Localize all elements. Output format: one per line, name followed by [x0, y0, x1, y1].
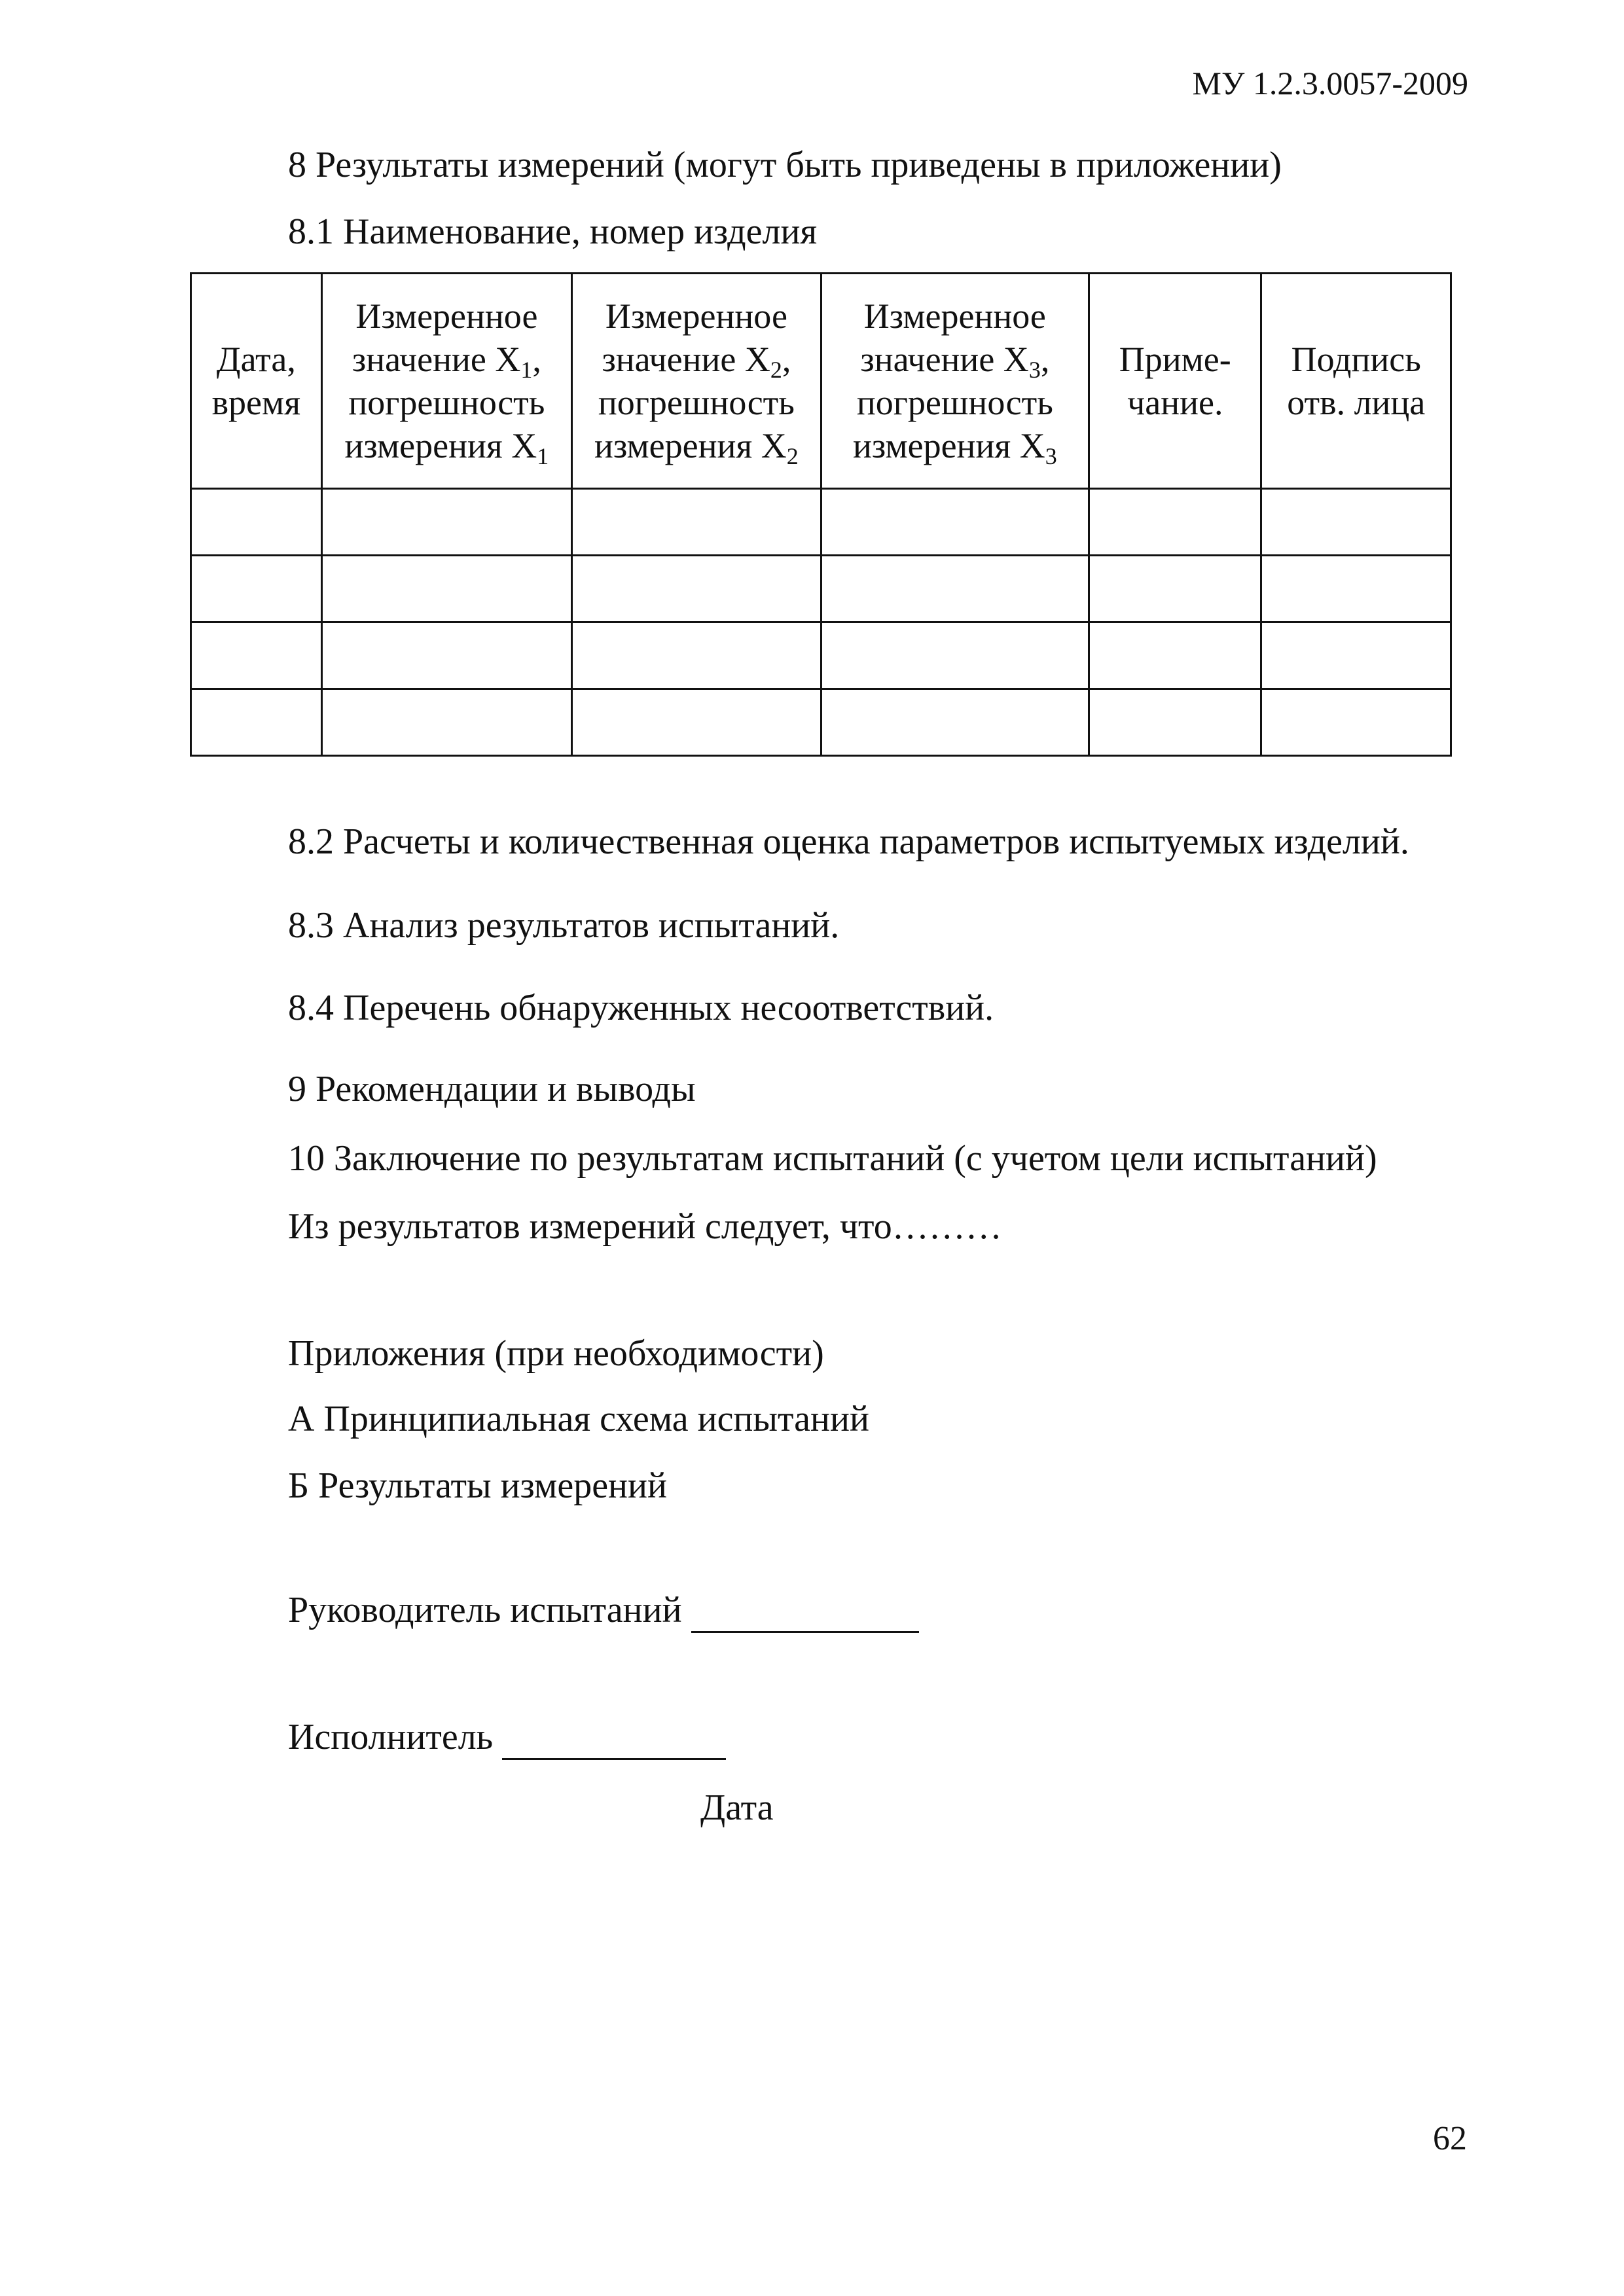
- header-text: погрешность: [856, 383, 1053, 422]
- header-text: погрешность: [348, 383, 545, 422]
- table-cell: [572, 489, 821, 556]
- signature-head: [288, 1589, 919, 1633]
- table-cell: [572, 689, 821, 756]
- header-text: Приме-: [1119, 340, 1231, 379]
- table-cell: [821, 489, 1089, 556]
- header-text: Дата,: [216, 340, 296, 379]
- table-cell: [191, 556, 322, 622]
- section-8-1-heading: 8.1 Наименование, номер изделия: [288, 211, 818, 252]
- table-cell: [1089, 489, 1261, 556]
- table-row: [191, 489, 1451, 556]
- table-cell: [821, 622, 1089, 689]
- header-text: погрешность: [598, 383, 795, 422]
- table-cell: [1261, 622, 1451, 689]
- table-cell: [321, 689, 572, 756]
- table-cell: [821, 689, 1089, 756]
- table-cell: [1261, 556, 1451, 622]
- header-text: Измеренное: [863, 296, 1046, 336]
- table-cell: [321, 622, 572, 689]
- section-8-heading: 8 Результаты измерений (могут быть приведены в приложении): [288, 145, 1282, 185]
- header-text: отв. лица: [1287, 383, 1426, 422]
- appendices-title: Приложения (при необходимости): [288, 1333, 824, 1374]
- document-id: МУ 1.2.3.0057-2009: [1192, 65, 1468, 101]
- table-cell: [321, 556, 572, 622]
- signature-executor-label: Исполнитель: [288, 1717, 494, 1757]
- header-text: Измеренное: [355, 296, 538, 336]
- page-number: 62: [1433, 2120, 1467, 2157]
- signature-head-label: Руководитель испытаний: [288, 1590, 682, 1630]
- signature-executor: [288, 1716, 726, 1760]
- table-row: [191, 689, 1451, 756]
- table-cell: [1089, 556, 1261, 622]
- table-row: [191, 622, 1451, 689]
- header-measured-x2: [572, 274, 821, 489]
- signature-head-line: [691, 1589, 919, 1633]
- header-measured-x1: [321, 274, 572, 489]
- table-cell: [572, 622, 821, 689]
- header-text: измерения $X_1$: [344, 426, 549, 469]
- section-9: 9 Рекомендации и выводы: [288, 1069, 696, 1109]
- section-8-3: 8.3 Анализ результатов испытаний.: [288, 905, 840, 946]
- appendix-a: А Принципиальная схема испытаний: [288, 1399, 869, 1439]
- appendix-b: Б Результаты измерений: [288, 1465, 667, 1506]
- header-text: значение $X_2$,: [602, 340, 791, 383]
- table-cell: [1261, 689, 1451, 756]
- header-text: значение $X_3$,: [860, 340, 1050, 383]
- measurement-results-table: [190, 272, 1452, 757]
- header-text: измерения $X_3$: [852, 426, 1057, 469]
- header-text: время: [211, 383, 301, 422]
- header-text: Подпись: [1291, 340, 1421, 379]
- header-measured-x3: [821, 274, 1089, 489]
- date-label: Дата: [700, 1787, 774, 1828]
- table-cell: [1261, 489, 1451, 556]
- header-text: значение $X_1$,: [352, 340, 541, 383]
- section-10: 10 Заключение по результатам испытаний (с учетом цели испытаний): [288, 1138, 1377, 1179]
- header-text: измерения $X_2$: [594, 426, 799, 469]
- table-header-row: [191, 274, 1451, 489]
- header-signature: [1261, 274, 1451, 489]
- table-cell: [191, 489, 322, 556]
- header-text: Измеренное: [605, 296, 787, 336]
- header-note: [1089, 274, 1261, 489]
- table-row: [191, 556, 1451, 622]
- table-cell: [321, 489, 572, 556]
- signature-executor-line: [502, 1716, 726, 1760]
- header-text: чание.: [1127, 383, 1223, 422]
- conclusion-text: Из результатов измерений следует, что………: [288, 1206, 1002, 1247]
- table-cell: [191, 689, 322, 756]
- table-cell: [821, 556, 1089, 622]
- header-date-time: [191, 274, 322, 489]
- section-8-4: 8.4 Перечень обнаруженных несоответствий.: [288, 988, 994, 1028]
- table-cell: [191, 622, 322, 689]
- table-cell: [1089, 689, 1261, 756]
- table-cell: [572, 556, 821, 622]
- section-8-2: 8.2 Расчеты и количественная оценка параметров испытуемых изделий.: [288, 821, 1409, 862]
- table-cell: [1089, 622, 1261, 689]
